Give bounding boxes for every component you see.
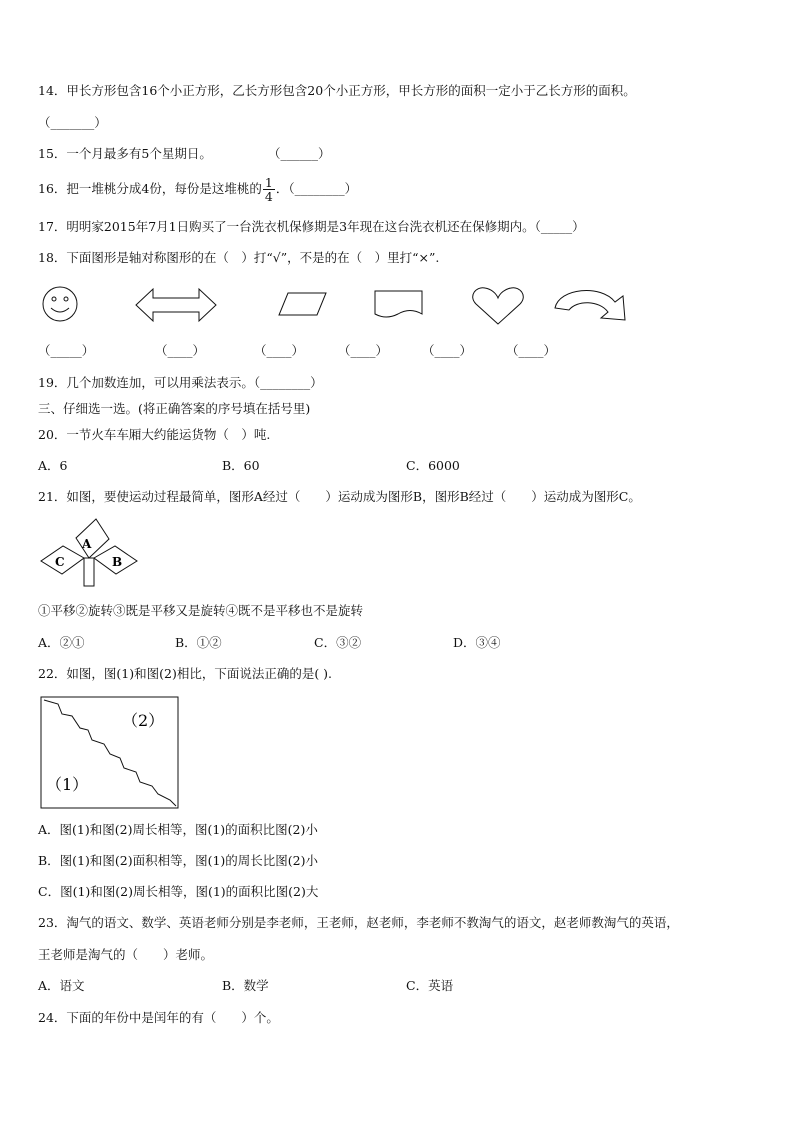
- section3-heading: 三、仔细选一选。(将正确答案的序号填在括号里): [38, 401, 311, 416]
- q14-text: 14．甲长方形包含16个小正方形，乙长方形包含20个小正方形，甲长方形的面积一定小于乙长方形的面积。: [38, 83, 636, 98]
- q21-option-b[interactable]: B．①②: [175, 635, 222, 650]
- q18-blank-2[interactable]: （____）: [155, 343, 206, 358]
- q21-option-d[interactable]: D．③④: [453, 635, 501, 650]
- q18-blank-4[interactable]: （____）: [338, 343, 389, 358]
- q16-text-after[interactable]: ．（________）: [275, 181, 358, 196]
- q21-text: 21．如图，要使运动过程最简单，图形A经过（ ）运动成为图形B，图形B经过（ ）运动成为图形C。: [38, 489, 641, 504]
- curved-arrow-shape: [553, 288, 633, 322]
- q22-label-1: （1）: [46, 775, 89, 794]
- q21-rotation-figure: [40, 518, 140, 588]
- q16-text-before: 16．把一堆桃分成4份，每份是这堆桃的: [38, 181, 262, 196]
- double-arrow-shape: [135, 288, 217, 322]
- q16-line: [38, 174, 357, 204]
- q19-text: 19．几个加数连加，可以用乘法表示。（________）: [38, 375, 323, 390]
- q22-option-b[interactable]: B．图(1)和图(2)面积相等，图(1)的周长比图(2)小: [38, 853, 319, 868]
- parallelogram-shape: [278, 292, 328, 316]
- q21-label-b: B: [112, 555, 123, 569]
- q18-text: 18．下面图形是轴对称图形的在（ ）打“√”，不是的在（ ）里打“×”.: [38, 250, 440, 265]
- q17-text: 17．明明家2015年7月1日购买了一台洗衣机保修期是3年现在这台洗衣机还在保修期内。（_____）: [38, 219, 585, 234]
- q22-option-a[interactable]: A．图(1)和图(2)周长相等，图(1)的面积比图(2)小: [38, 822, 318, 837]
- q21-option-a[interactable]: A．②①: [38, 635, 85, 650]
- q18-blank-5[interactable]: （____）: [422, 343, 473, 358]
- smiley-face-shape: [38, 286, 82, 322]
- q21-label-c: C: [55, 555, 65, 569]
- q22-text: 22．如图，图(1)和图(2)相比，下面说法正确的是( ).: [38, 666, 333, 681]
- q18-blank-6[interactable]: （____）: [506, 343, 557, 358]
- heart-shape: [472, 286, 524, 326]
- q20-option-b[interactable]: B．60: [222, 458, 260, 473]
- flag-shape: [374, 290, 424, 320]
- q22-option-c[interactable]: C．图(1)和图(2)周长相等，图(1)的面积比图(2)大: [38, 884, 319, 899]
- q21-label-a: A: [82, 537, 92, 551]
- q16-fraction: [263, 176, 275, 203]
- q21-choices: ①平移②旋转③既是平移又是旋转④既不是平移也不是旋转: [38, 603, 364, 618]
- q16-fraction-denominator: 4: [264, 189, 273, 204]
- q18-blank-3[interactable]: （____）: [254, 343, 305, 358]
- q20-option-a[interactable]: A．6: [38, 458, 68, 473]
- q14-answer-blank[interactable]: （_______）: [38, 115, 107, 130]
- q24-text: 24．下面的年份中是闰年的有（ ）个。: [38, 1010, 279, 1025]
- q23-option-a[interactable]: A．语文: [38, 978, 85, 993]
- q15-answer-blank[interactable]: （______）: [268, 146, 331, 161]
- q20-text: 20．一节火车车厢大约能运货物（ ）吨.: [38, 427, 271, 442]
- q21-option-c[interactable]: C．③②: [314, 635, 362, 650]
- q23-option-b[interactable]: B．数学: [222, 978, 269, 993]
- q23-text-line2: 王老师是淘气的（ ）老师。: [38, 947, 214, 962]
- q22-label-2: （2）: [122, 711, 165, 730]
- q16-fraction-numerator: 1: [264, 175, 273, 190]
- q23-option-c[interactable]: C．英语: [406, 978, 454, 993]
- q18-blank-1[interactable]: （_____）: [38, 343, 95, 358]
- q20-option-c[interactable]: C．6000: [406, 458, 460, 473]
- q23-text-line1: 23．淘气的语文、数学、英语老师分别是李老师，王老师，赵老师，李老师不教淘气的语文，赵老师教淘气的英语，: [38, 915, 679, 930]
- q15-text: 15．一个月最多有5个星期日。: [38, 146, 212, 161]
- q22-divided-rectangle-figure: [40, 696, 180, 810]
